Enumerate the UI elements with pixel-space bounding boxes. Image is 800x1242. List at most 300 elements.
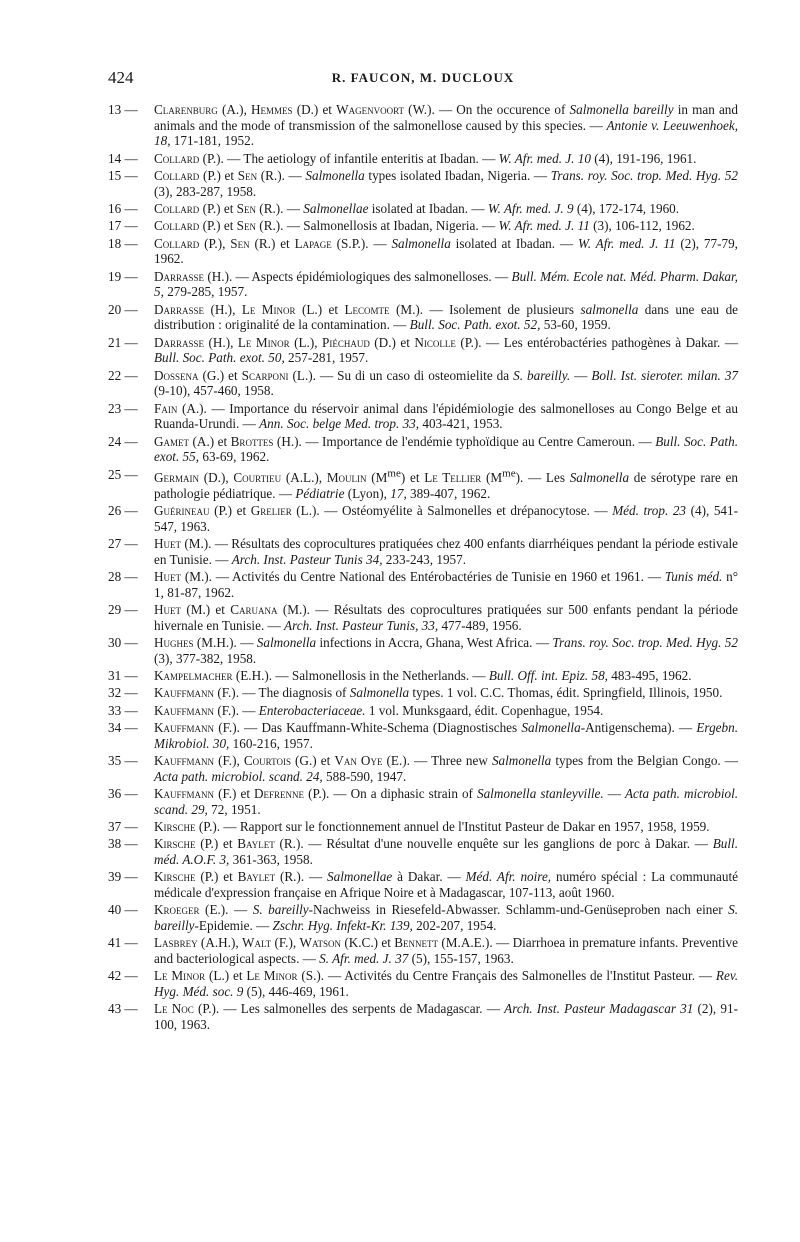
author-name: Kirsche — [154, 819, 196, 835]
text-segment: (R.). — — [256, 200, 304, 216]
text-segment: (G.) et — [198, 367, 242, 383]
text-segment: (G.) et — [290, 753, 335, 769]
text-segment: 588-590, 1947. — [322, 768, 407, 784]
reference-entry — [108, 151, 738, 167]
text-segment: (3), 106-112, 1962. — [589, 218, 695, 234]
text-segment: n° 1, 81-87, 1962. — [154, 568, 739, 600]
reference-number: 24 — — [108, 433, 138, 449]
text-segment: (H.). — Aspects épidémiologiques des salmonelloses. — — [204, 268, 512, 284]
text-segment: (R.). — Salmonellosis at Ibadan, Nigeria. — — [256, 218, 499, 234]
author-name: Walt — [242, 935, 272, 951]
text-segment: (K.C.) et — [340, 935, 395, 951]
text-segment: (A.), — [217, 102, 252, 117]
text-segment: 257-281, 1957. — [284, 350, 369, 366]
text-segment: (D.), — [199, 470, 234, 486]
italic-segment: Arch. Inst. Pasteur Tunis, 33, — [284, 617, 439, 633]
text-segment: (P.) et — [195, 836, 238, 852]
text-segment: (W.). — On the occurence of — [404, 102, 570, 117]
reference-text — [154, 102, 738, 148]
reference-entry — [108, 201, 738, 217]
reference-text — [154, 869, 738, 900]
text-segment: (F.), — [271, 935, 300, 951]
reference-entry — [108, 302, 738, 333]
reference-entry — [108, 569, 738, 600]
text-segment: (2), 91-100, 1963. — [154, 1001, 738, 1032]
italic-segment: Trans. roy. Soc. trop. Med. Hyg. 52 — [550, 167, 739, 183]
text-segment: (4), 191-196, 1961. — [590, 150, 697, 166]
text-segment: (P.). — Rapport sur le fonctionnement annuel de l'Institut Pasteur de Dakar en 1957, 1958, 1959. — [195, 819, 710, 835]
reference-number: 16 — — [108, 200, 138, 216]
text-segment: numéro spécial : La communauté médicale d'expression française en Afrique Noire et à Madagascar, 107-113, août 1960. — [154, 869, 739, 901]
text-segment: 389-407, 1962. — [406, 485, 491, 501]
italic-segment: Bull. Soc. Path. exot. 52, — [409, 317, 541, 333]
text-segment: (M.). — Résultats des coprocultures pratiquées sur 500 enfants pendant la période hivernale en Tunisie. — — [154, 601, 738, 633]
author-name: Kauffmann — [154, 685, 215, 701]
reference-number: 27 — — [108, 535, 138, 551]
text-segment: 279-285, 1957. — [163, 284, 248, 300]
text-segment: — — [570, 367, 592, 383]
text-segment: de sérotype rare en pathologie pédiatrique. — — [154, 470, 738, 501]
reference-number: 33 — — [108, 702, 138, 718]
author-name: Darrasse — [154, 334, 205, 350]
italic-segment: Bull. méd. A.O.F. 3, — [154, 836, 738, 868]
italic-segment: Acta path. microbiol. scand. 24, — [154, 768, 323, 784]
text-segment: (P.) et — [199, 200, 237, 216]
author-name: Huet — [154, 601, 182, 617]
italic-segment: salmonella — [580, 301, 639, 317]
text-segment: (5), 446-469, 1961. — [243, 983, 349, 999]
author-name: Le Noc — [154, 1001, 194, 1017]
reference-entry — [108, 836, 738, 867]
author-name: Defrenne — [254, 786, 305, 802]
author-name: Nicolle — [414, 334, 456, 350]
text-segment: 361-363, 1958. — [229, 852, 313, 868]
reference-entry — [108, 1001, 738, 1032]
author-name: Wagenvoort — [336, 102, 405, 117]
italic-segment: W. Afr. med. J. 11 — [577, 235, 676, 251]
text-segment: (Lyon), — [344, 485, 391, 501]
reference-text — [154, 786, 738, 817]
italic-segment: S. bareilly — [154, 902, 738, 933]
reference-entry — [108, 935, 738, 966]
reference-number: 38 — — [108, 836, 138, 852]
text-segment: (D.) et — [369, 334, 415, 350]
reference-number: 25 — — [108, 466, 138, 482]
text-segment: — — [603, 786, 625, 802]
reference-number: 34 — — [108, 720, 138, 736]
author-name: Baylet — [237, 869, 276, 885]
text-segment: 160-216, 1957. — [229, 735, 313, 751]
text-segment: (P.). — Les salmonelles des serpents de Madagascar. — — [193, 1001, 505, 1017]
reference-number: 26 — — [108, 503, 138, 518]
author-name: Le Minor — [154, 968, 206, 984]
reference-number: 18 — — [108, 235, 138, 251]
italic-segment: S. Afr. med. J. 37 — [319, 950, 409, 966]
reference-entry — [108, 536, 738, 567]
author-name: Guérineau — [154, 503, 210, 518]
text-segment: (P.) et — [209, 503, 251, 518]
reference-number: 35 — — [108, 753, 138, 769]
italic-segment: Ann. Soc. belge Med. trop. 33, — [259, 416, 420, 432]
text-segment: (P.). — On a diphasic strain of — [304, 786, 477, 802]
text-segment: (M.). — Activités du Centre National des Entérobactéries de Tunisie en 1960 et 1961. — — [181, 568, 665, 584]
author-name: Kirsche — [154, 869, 196, 885]
author-name: Le Tellier — [424, 470, 482, 486]
superscript: me — [387, 467, 401, 480]
text-segment: (M — [366, 470, 388, 486]
author-name: Lapage — [294, 235, 332, 251]
text-segment: 483-495, 1962. — [607, 667, 692, 683]
author-name: Baylet — [237, 836, 275, 852]
author-name: Scarponi — [241, 367, 289, 383]
italic-segment: Salmonellae — [327, 869, 393, 885]
italic-segment: Antonie v. Leeuwenhoek, 18, — [154, 117, 738, 149]
author-name: Le Minor — [241, 301, 296, 317]
reference-entry — [108, 401, 738, 432]
reference-number: 37 — — [108, 819, 138, 835]
author-name: Sen — [236, 200, 256, 216]
text-segment: (F.). — The diagnosis of — [214, 685, 350, 701]
text-segment: ). — Les — [515, 470, 570, 486]
reference-entry — [108, 434, 738, 465]
author-name: Kauffmann — [154, 702, 215, 718]
italic-segment: Salmonella — [256, 634, 317, 650]
reference-entry — [108, 786, 738, 817]
reference-entry — [108, 102, 738, 149]
reference-number: 22 — — [108, 367, 138, 383]
italic-segment: Salmonella — [349, 685, 410, 701]
author-name: Piéchaud — [321, 334, 370, 350]
text-segment: (M.). — Isolement de plusieurs — [389, 301, 581, 317]
author-name: Collard — [154, 200, 200, 216]
reference-entry — [108, 902, 738, 933]
text-segment: 202-207, 1954. — [412, 918, 497, 933]
text-segment: (F.), — [214, 753, 244, 769]
reference-text — [154, 685, 722, 700]
author-name: Collard — [154, 218, 200, 234]
text-segment: (M.) et — [181, 601, 231, 617]
italic-segment: Méd. Afr. noire, — [465, 869, 552, 885]
text-segment: in man and animals and the mode of transmission of the salmonellose caused by this species. — — [154, 102, 738, 133]
reference-entry — [108, 685, 738, 701]
italic-segment: Trans. roy. Soc. trop. Med. Hyg. 52 — [552, 634, 738, 650]
text-segment: (R.) et — [249, 235, 295, 251]
italic-segment: Bull. Soc. Path. exot. 50, — [154, 350, 285, 366]
italic-segment: W. Afr. med. J. 10 — [498, 150, 591, 166]
text-segment: (R.). — — [275, 869, 328, 885]
text-segment: isolated at Ibadan. — — [450, 235, 578, 251]
text-segment: dans une eau de distribution : originalité de la contamination. — — [154, 301, 739, 333]
italic-segment: Boll. Ist. sieroter. milan. 37 — [591, 367, 739, 383]
reference-entry — [108, 635, 738, 666]
reference-entry — [108, 968, 738, 999]
italic-segment: Tunis méd. — [664, 568, 723, 584]
reference-text — [154, 368, 738, 399]
text-segment: (P.) et — [199, 218, 237, 234]
text-segment: (A.). — Importance du réservoir animal dans l'épidémiologie des salmonelloses au Congo Belge et au Ruanda-Urundi. — — [154, 400, 738, 432]
text-segment: (F.) et — [214, 786, 255, 802]
italic-segment: 17, — [390, 485, 407, 501]
reference-text — [154, 935, 738, 966]
author-name: Brottes — [230, 433, 274, 449]
text-segment: (2), 77-79, 1962. — [154, 235, 738, 267]
author-name: Kirsche — [154, 836, 196, 852]
author-name: Grelier — [250, 503, 292, 518]
author-name: Kauffmann — [154, 720, 215, 736]
italic-segment: Rev. Hyg. Méd. soc. 9 — [154, 968, 739, 999]
author-name: Collard — [154, 167, 200, 183]
author-name: Kauffmann — [154, 753, 215, 769]
author-name: Kauffmann — [154, 786, 215, 802]
reference-text — [154, 434, 738, 465]
reference-number: 39 — — [108, 869, 138, 885]
text-segment: -Nachweiss in Riesefeld-Abwasser. Schlamm-und-Genüseproben nach einer — [308, 902, 729, 918]
text-segment: infections in Accra, Ghana, West Africa. — — [316, 634, 553, 650]
text-segment: (4), 172-174, 1960. — [573, 200, 680, 216]
italic-segment: Arch. Inst. Pasteur Tunis 34, — [231, 551, 383, 567]
reference-entry — [108, 269, 738, 300]
author-name: Caruana — [230, 601, 278, 617]
reference-text — [154, 536, 738, 567]
reference-number: 17 — — [108, 218, 138, 234]
italic-segment: Salmonella — [491, 753, 552, 769]
author-name: Watson — [299, 935, 341, 951]
reference-text — [154, 503, 738, 534]
reference-entry — [108, 467, 738, 502]
author-name: Collard — [154, 150, 200, 166]
text-segment: 72, 1951. — [207, 801, 261, 817]
text-segment: 403-421, 1953. — [419, 416, 503, 432]
italic-segment: Salmonella — [521, 720, 581, 736]
italic-segment: Ergebn. Mikrobiol. 30, — [154, 720, 739, 751]
text-segment: (D.) et — [292, 102, 337, 117]
italic-segment: S. bareilly. — [513, 367, 571, 383]
reference-number: 15 — — [108, 167, 138, 183]
reference-number: 20 — — [108, 301, 138, 317]
reference-number: 31 — — [108, 667, 138, 683]
author-name: Sen — [237, 167, 258, 183]
reference-entry — [108, 168, 738, 199]
reference-text — [154, 201, 679, 216]
author-name: Bennett — [394, 935, 439, 951]
reference-entry — [108, 503, 738, 534]
text-segment: (E.H.). — Salmonellosis in the Netherlands. — — [232, 667, 489, 683]
reference-number: 13 — — [108, 102, 138, 117]
reference-number: 32 — — [108, 685, 138, 701]
text-segment: types isolated Ibadan, Nigeria. — — [364, 167, 551, 183]
page-number: 424 — [108, 68, 134, 87]
text-segment: 477-489, 1956. — [438, 617, 522, 633]
author-name: Courtieu — [233, 470, 282, 486]
text-segment: (3), 377-382, 1958. — [154, 650, 257, 666]
text-segment: ) et — [400, 470, 425, 486]
reference-number: 28 — — [108, 568, 138, 584]
author-name: Le Minor — [246, 968, 298, 984]
text-segment: (E.). — Three new — [382, 753, 492, 769]
author-name: Huet — [154, 568, 182, 584]
reference-number: 30 — — [108, 634, 138, 650]
author-name: Van Oye — [334, 753, 383, 769]
italic-segment: Salmonella bareilly — [569, 102, 674, 117]
author-name: Darrasse — [154, 268, 205, 284]
text-segment: 63-69, 1962. — [199, 449, 270, 465]
reference-text — [154, 401, 738, 432]
reference-entry — [108, 335, 738, 366]
reference-text — [154, 168, 738, 199]
author-name: Sen — [230, 235, 250, 251]
reference-number: 19 — — [108, 268, 138, 284]
author-name: Sen — [236, 218, 256, 234]
reference-number: 41 — — [108, 935, 138, 951]
reference-number: 43 — — [108, 1001, 138, 1017]
italic-segment: Bull. Off. int. Epiz. 58, — [488, 667, 608, 683]
text-segment: 53-60, 1959. — [540, 317, 611, 333]
text-segment: (E.). — — [199, 902, 253, 918]
reference-text — [154, 236, 738, 267]
author-name: Courtois — [243, 753, 291, 769]
text-segment: types. 1 vol. C.C. Thomas, édit. Springfield, Illinois, 1950. — [409, 685, 723, 701]
italic-segment: Bull. Mém. Ecole nat. Méd. Pharm. Dakar, 5, — [154, 268, 738, 300]
text-segment: (P.) et — [199, 167, 238, 183]
author-name: Darrasse — [154, 301, 205, 317]
italic-segment: Zschr. Hyg. Infekt-Kr. 139, — [272, 918, 413, 933]
italic-segment: Salmonella — [569, 470, 630, 486]
reference-number: 21 — — [108, 334, 138, 350]
reference-text — [154, 668, 692, 683]
reference-text — [154, 602, 738, 633]
reference-text — [154, 467, 738, 501]
reference-entry — [108, 668, 738, 684]
author-name: Huet — [154, 535, 182, 551]
superscript: me — [502, 467, 516, 480]
text-segment: (S.). — Activités du Centre Français des Salmonelles de l'Institut Pasteur. — — [297, 968, 716, 984]
italic-segment: Arch. Inst. Pasteur Madagascar 31 — [504, 1001, 694, 1017]
text-segment: (3), 283-287, 1958. — [154, 183, 257, 199]
reference-entry — [108, 218, 738, 234]
text-segment: (P.) et — [195, 869, 238, 885]
italic-segment: Méd. trop. 23 — [612, 503, 687, 518]
text-segment: (4), 541-547, 1963. — [154, 503, 738, 534]
text-segment: (L.) et — [205, 968, 247, 984]
reference-number: 29 — — [108, 601, 138, 617]
reference-number: 42 — — [108, 968, 138, 984]
text-segment: -Epidemie. — — [194, 918, 273, 933]
text-segment: (P.). — Les entérobactéries pathogènes à Dakar. — — [455, 334, 739, 350]
text-segment: (P.), — [199, 235, 231, 251]
reference-number: 23 — — [108, 400, 138, 416]
text-segment: (5), 155-157, 1963. — [408, 950, 514, 966]
text-segment: (F.). — Das Kauffmann-White-Schema (Diagnostisches — [214, 720, 522, 736]
author-name: Collard — [154, 235, 200, 251]
author-name: Kampelmacher — [154, 667, 233, 683]
reference-text — [154, 1001, 738, 1032]
text-segment: (A.H.), — [197, 935, 243, 951]
text-segment: (R.). — Résultat d'une nouvelle enquête sur les ganglions de porc à Dakar. — — [274, 836, 713, 852]
reference-text — [154, 335, 738, 366]
italic-segment: Salmonella — [391, 235, 451, 251]
text-segment: 1 vol. Munksgaard, édit. Copenhague, 1954. — [365, 702, 604, 718]
author-name: Clarenburg — [154, 102, 218, 117]
reference-text — [154, 720, 738, 751]
italic-segment: Salmonella stanleyville. — [476, 786, 604, 802]
text-segment: (A.) et — [189, 433, 231, 449]
author-name: Germain — [154, 470, 200, 486]
text-segment: (A.L.), — [281, 470, 327, 486]
italic-segment: Pédiatrie — [295, 485, 345, 501]
reference-entry — [108, 819, 738, 835]
author-name: Gamet — [154, 433, 190, 449]
author-name: Le Minor — [237, 334, 290, 350]
text-segment: -Antigenschema). — — [580, 720, 697, 736]
reference-text — [154, 703, 603, 718]
author-name: Lasbrey — [154, 935, 198, 951]
reference-entry — [108, 703, 738, 719]
reference-entry — [108, 368, 738, 399]
reference-text — [154, 902, 738, 933]
author-name: Lecomte — [344, 301, 390, 317]
text-segment: (L.) et — [295, 301, 345, 317]
italic-segment: Acta path. microbiol. scand. 29, — [154, 786, 739, 817]
text-segment: isolated at Ibadan. — — [368, 200, 488, 216]
text-segment: (M — [481, 470, 503, 486]
text-segment: (H.), — [204, 301, 242, 317]
reference-entry — [108, 753, 738, 784]
text-segment: (R.). — — [257, 167, 306, 183]
italic-segment: Bull. Soc. Path. exot. 55, — [154, 433, 738, 465]
text-segment: types from the Belgian Congo. — — [551, 753, 738, 769]
text-segment: (L.). — Ostéomyélite à Salmonelles et drépanocytose. — — [291, 503, 613, 518]
author-name: Kroeger — [154, 902, 200, 918]
italic-segment: S. bareilly — [252, 902, 309, 918]
author-name: Dossena — [154, 367, 199, 383]
reference-text — [154, 302, 738, 333]
page-header — [108, 68, 738, 90]
text-segment: 233-243, 1957. — [382, 551, 467, 567]
reference-number: 36 — — [108, 786, 138, 802]
reference-entry — [108, 236, 738, 267]
reference-text — [154, 151, 696, 166]
reference-text — [154, 753, 738, 784]
author-name: Hemmes — [251, 102, 293, 117]
reference-text — [154, 269, 738, 300]
reference-list — [108, 102, 738, 1034]
text-segment: (P.). — The aetiology of infantile enteritis at Ibadan. — — [199, 150, 499, 166]
text-segment: (M.H.). — — [193, 634, 257, 650]
text-segment: (L.). — Su di un caso di osteomielite da — [288, 367, 514, 383]
reference-number: 14 — — [108, 150, 138, 166]
text-segment: (F.). — — [214, 702, 259, 718]
italic-segment: Salmonella — [305, 167, 365, 183]
text-segment: (M.A.E.). — Diarrhoea in premature infants. Preventive and bacteriological aspects. — — [154, 935, 738, 966]
text-segment: à Dakar. — — [392, 869, 466, 885]
italic-segment: Enterobacteriaceae. — [258, 702, 366, 718]
author-name: Fain — [154, 400, 178, 416]
text-segment: 171-181, 1952. — [170, 133, 255, 149]
italic-segment: W. Afr. med. J. 9 — [487, 200, 574, 216]
text-segment: (S.P.). — — [331, 235, 392, 251]
italic-segment: W. Afr. med. J. 11 — [498, 218, 590, 234]
text-segment: (M.). — Résultats des coprocultures pratiquées chez 400 enfants diarrhéiques pendant la période estivale en Tunisie. — — [154, 535, 738, 567]
reference-text — [154, 569, 738, 600]
reference-text — [154, 968, 738, 999]
italic-segment: Salmonellae — [303, 200, 369, 216]
reference-entry — [108, 602, 738, 633]
reference-text — [154, 635, 738, 666]
reference-number: 40 — — [108, 902, 138, 918]
text-segment: (9-10), 457-460, 1958. — [154, 383, 274, 399]
reference-text — [154, 819, 710, 834]
author-name: Hughes — [154, 634, 194, 650]
